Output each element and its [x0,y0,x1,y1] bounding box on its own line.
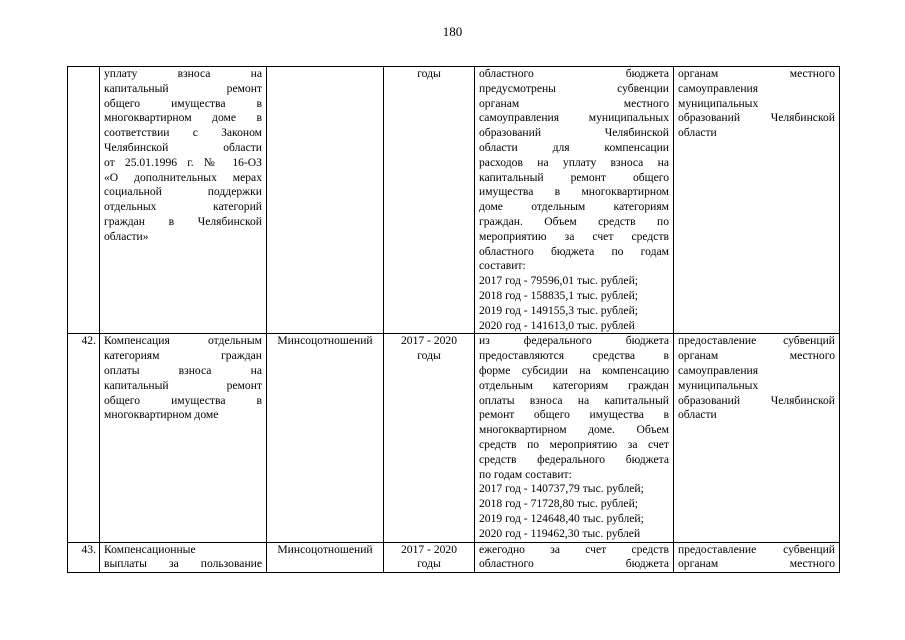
cell-line: годы [417,67,441,80]
cell-line: форме субсидии на компенсацию [479,363,669,377]
cell-line: области [678,126,717,140]
cell-line: областного бюджета [479,67,669,80]
cell-line: из федерального бюджета [479,334,669,348]
period-cell [384,334,475,542]
cell-line: Компенсация отдельным [104,334,262,348]
cell-line: категориям граждан [104,349,262,363]
cell-line: граждан в Челябинской [104,214,262,228]
cell-line: расходов на уплату взноса на [479,155,669,169]
table-row [68,67,840,334]
description-cell [475,67,674,334]
measures-table [67,66,840,573]
cell-line: области для компенсации [479,140,669,154]
cell-line: имущества в многоквартирном [479,185,669,199]
page-number: 180 [442,24,463,39]
cell-line: областного бюджета [479,557,669,571]
cell-line: социальной поддержки [104,185,262,199]
cell-line: по годам составит: [479,467,572,481]
description-cell [475,542,674,573]
cell-line: годы [417,349,441,363]
executor-cell [267,67,384,334]
cell-line: 2019 год - 149155,3 тыс. рублей; [479,303,639,317]
cell-text: 43. [81,542,96,556]
cell-text: Минсоцотношений [277,334,373,348]
cell-line: оплаты взноса на [104,363,262,377]
cell-line: граждан. Объем средств по [479,214,669,228]
cell-line: муниципальных [678,378,759,392]
cell-line: общего имущества в [104,393,262,407]
measure-cell [100,67,267,334]
result-cell [674,334,840,542]
period-cell [384,67,475,334]
cell-line: Челябинской области [104,140,262,154]
cell-line: ремонт общего имущества в [479,408,669,422]
row-number-cell [68,542,100,573]
cell-line: капитальный ремонт [104,378,262,392]
row-number-cell [68,67,100,334]
cell-line: органам местного [678,557,835,571]
executor-cell [267,334,384,542]
result-cell [674,67,840,334]
cell-line: капитальный ремонт [104,81,262,95]
cell-line: многоквартирном доме. Объем [479,423,669,437]
cell-line: областного бюджета по годам [479,244,669,258]
cell-line: средств по мероприятию за счет [479,437,669,451]
cell-line: составит: [479,259,526,273]
cell-line: многоквартирном доме [104,408,219,422]
cell-line: образований Челябинской [678,111,835,125]
cell-line: муниципальных [678,96,759,110]
cell-line: 2018 год - 71728,80 тыс. рублей; [479,497,639,511]
cell-line: отдельных категорий [104,200,262,214]
description-cell [475,334,674,542]
cell-line: Компенсационные [104,542,196,556]
cell-line: области [678,408,717,422]
cell-line: общего имущества в [104,96,262,110]
result-cell [674,542,840,573]
cell-line: органам местного [678,67,835,80]
cell-line: самоуправления муниципальных [479,111,669,125]
cell-line: «О дополнительных мерах [104,170,262,184]
cell-line: оплаты взноса на капитальный [479,393,669,407]
cell-line: самоуправления [678,81,759,95]
cell-line: многоквартирном доме в [104,111,262,125]
cell-line: 2020 год - 141613,0 тыс. рублей [479,318,635,332]
cell-line: доме отдельным категориям [479,200,669,214]
cell-line: предоставление субвенций [678,542,835,556]
cell-line: органам местного [479,96,669,110]
cell-line: мероприятию за счет средств [479,229,669,243]
cell-line: 2017 год - 140737,79 тыс. рублей; [479,482,644,496]
row-number-cell [68,334,100,542]
cell-line: 2018 год - 158835,1 тыс. рублей; [479,288,639,302]
cell-line: образований Челябинской [479,126,669,140]
cell-line: 2017 - 2020 [400,334,458,348]
cell-line: отдельным категориям граждан [479,378,669,392]
cell-line: 2019 год - 124648,40 тыс. рублей; [479,511,644,525]
executor-cell [267,542,384,573]
cell-line: образований Челябинской [678,393,835,407]
cell-text: Минсоцотношений [277,542,373,556]
cell-line: 2020 год - 119462,30 тыс. рублей [479,526,641,540]
cell-line: предусмотрены субвенции [479,81,669,95]
cell-line: области» [104,229,149,243]
cell-line: годы [417,557,441,571]
measure-cell [100,334,267,542]
table-row [68,334,840,542]
cell-line: средств федерального бюджета [479,452,669,466]
cell-text: 42. [81,334,96,348]
cell-line: от 25.01.1996 г. № 16-ОЗ [104,155,262,169]
period-cell [384,542,475,573]
cell-line: выплаты за пользование [104,557,262,571]
cell-line: ежегодно за счет средств [479,542,669,556]
table-row [68,542,840,573]
cell-line: капитальный ремонт общего [479,170,669,184]
cell-line: самоуправления [678,363,759,377]
cell-line: 2017 год - 79596,01 тыс. рублей; [479,274,639,288]
cell-line: органам местного [678,349,835,363]
cell-line: уплату взноса на [104,67,262,80]
cell-line: предоставляются средства в [479,349,669,363]
cell-line: предоставление субвенций [678,334,835,348]
cell-line: 2017 - 2020 [400,542,458,556]
cell-line: соответствии с Законом [104,126,262,140]
measure-cell [100,542,267,573]
